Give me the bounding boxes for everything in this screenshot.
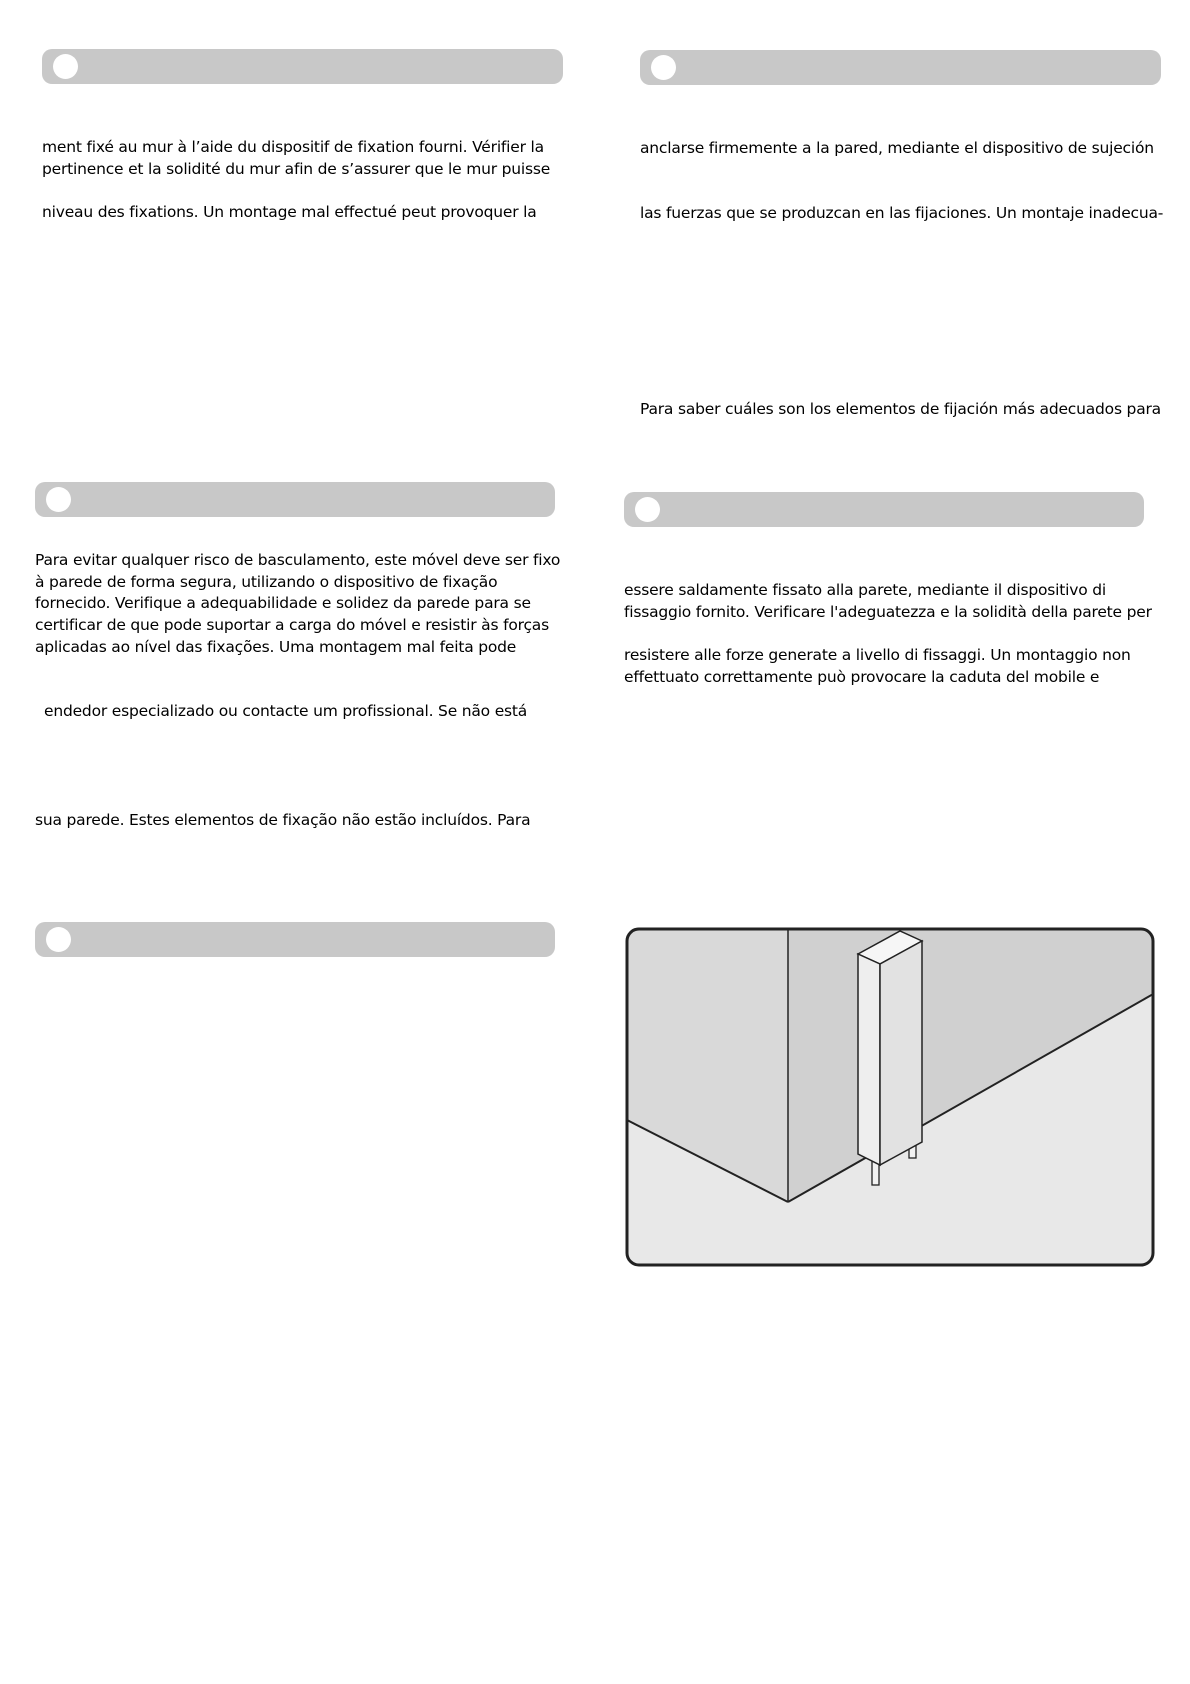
portuguese-line: endedor especializado ou contacte um profissional. Se não está [44,702,528,720]
section-number-circle [53,54,78,79]
french-line: ment fixé au mur à l’aide du dispositif de fixation fourni. Vérifier la [42,138,544,156]
section-number-circle [46,927,71,952]
italian-line: effettuato correttamente può provocare la caduta del mobile e [624,668,1100,686]
spanish-line: anclarse firmemente a la pared, mediante el dispositivo de sujeción [640,139,1154,157]
french-line: niveau des fixations. Un montage mal effectué peut provoquer la [42,203,537,221]
portuguese-line: certificar de que pode suportar a carga do móvel e resistir às forças [35,616,549,634]
portuguese-line: aplicadas ao nível das fixações. Uma montagem mal feita pode [35,638,517,656]
section-number-circle [651,55,676,80]
section-header-empty [35,922,555,957]
cabinet-side [880,941,922,1165]
spanish-line: Para saber cuáles son los elementos de fijación más adecuados para [640,400,1161,418]
italian-line: resistere alle forze generate a livello di fissaggi. Un montaggio non [624,646,1131,664]
portuguese-line: fornecido. Verifique a adequabilidade e solidez da parede para se [35,594,531,612]
spanish-line: las fuerzas que se produzcan en las fijaciones. Un montaje inadecua- [640,204,1164,222]
section-header-french [42,49,563,84]
section-number-circle [46,487,71,512]
section-header-spanish [640,50,1161,85]
portuguese-line: à parede de forma segura, utilizando o dispositivo de fixação [35,573,498,591]
portuguese-line: sua parede. Estes elementos de fixação não estão incluídos. Para [35,811,531,829]
cabinet-front [858,954,880,1165]
italian-line: essere saldamente fissato alla parete, mediante il dispositivo di [624,581,1106,599]
french-line: pertinence et la solidité du mur afin de s’assurer que le mur puisse [42,160,551,178]
cabinet-wall-illustration [625,927,1155,1267]
italian-line: fissaggio fornito. Verificare l'adeguatezza e la solidità della parete per [624,603,1152,621]
section-header-portuguese [35,482,555,517]
portuguese-line: Para evitar qualquer risco de basculamento, este móvel deve ser fixo [35,551,561,569]
section-header-italian [624,492,1144,527]
section-number-circle [635,497,660,522]
